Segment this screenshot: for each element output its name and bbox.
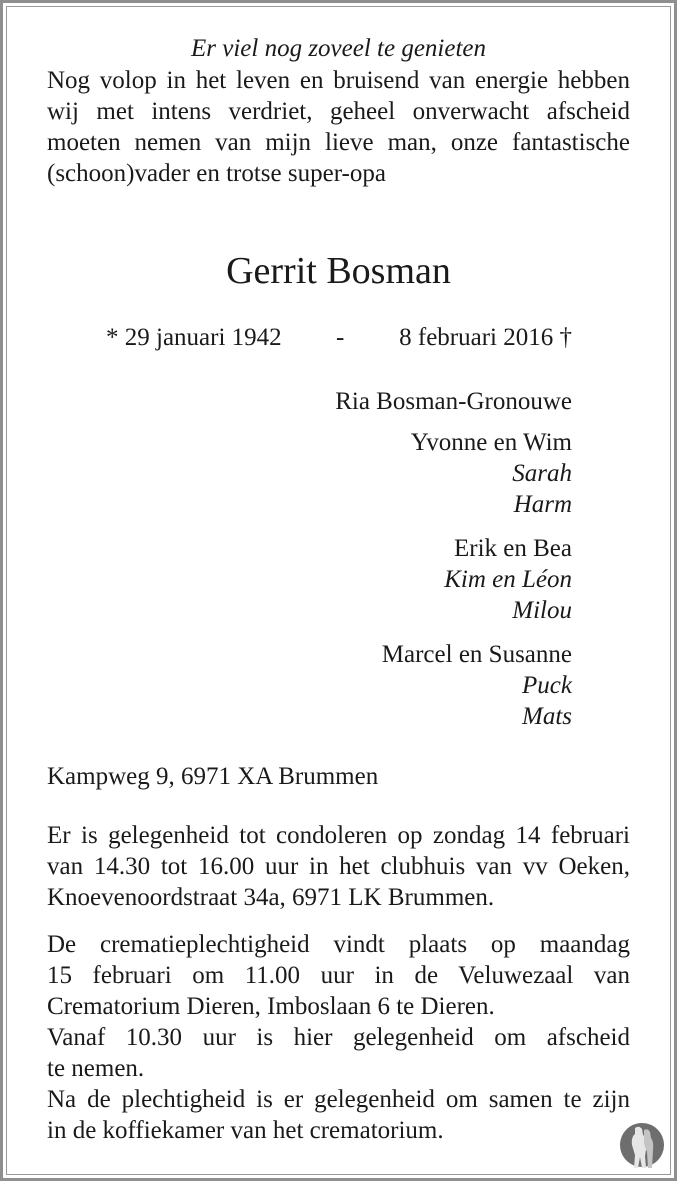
text-line: van 14.30 tot 16.00 uur in het clubhuis van vv Oeken, [47, 853, 630, 880]
family-member: Ria Bosman-Gronouwe [335, 388, 572, 415]
text-line: moeten nemen van mijn lieve man, onze fantastische [47, 129, 630, 156]
family-member: Mats [522, 703, 572, 730]
text-line: Er is gelegenheid tot condoleren op zondag 14 februari [47, 822, 630, 849]
birth-date: * 29 januari 1942 [106, 324, 282, 351]
family-member: Harm [513, 491, 572, 518]
text-line: De crematieplechtigheid vindt plaats op maandag [47, 931, 630, 958]
family-member: Sarah [512, 460, 572, 487]
text-line: 15 februari om 11.00 uur in de Veluwezaal van [47, 962, 630, 989]
deceased-name: Gerrit Bosman [226, 250, 451, 292]
family-member: Milou [512, 597, 572, 624]
text-line: Vanaf 10.30 uur is hier gelegenheid om afscheid [47, 1024, 630, 1051]
address: Kampweg 9, 6971 XA Brummen [47, 763, 379, 790]
death-date: 8 februari 2016 † [399, 324, 572, 351]
family-member: Puck [522, 672, 572, 699]
text-line: wij met intens verdriet, geheel onverwacht afscheid [47, 98, 630, 125]
family-member: Erik en Bea [453, 535, 572, 562]
ceremony-paragraph [47, 929, 630, 1146]
date-separator: - [336, 324, 345, 351]
text-line: te nemen. [47, 1055, 145, 1082]
text-line: Crematorium Dieren, Imboslaan 6 te Dieren. [47, 993, 495, 1020]
text-line: Knoevenoordstraat 34a, 6971 LK Brummen. [47, 884, 495, 911]
motto: Er viel nog zoveel te genieten [190, 35, 487, 62]
embracing-couple-logo-icon [618, 1120, 666, 1170]
family-member: Yvonne en Wim [410, 429, 572, 456]
family-member: Marcel en Susanne [381, 641, 572, 668]
intro-paragraph [47, 65, 630, 189]
text-line: (schoon)vader en trotse super-opa [47, 160, 386, 187]
family-member: Kim en Léon [444, 566, 572, 593]
text-line: Na de plechtigheid is er gelegenheid om samen te zijn [47, 1086, 630, 1113]
text-line: in de koffiekamer van het crematorium. [47, 1117, 444, 1144]
condolence-paragraph [47, 820, 630, 913]
text-line: Nog volop in het leven en bruisend van energie hebben [47, 67, 630, 94]
